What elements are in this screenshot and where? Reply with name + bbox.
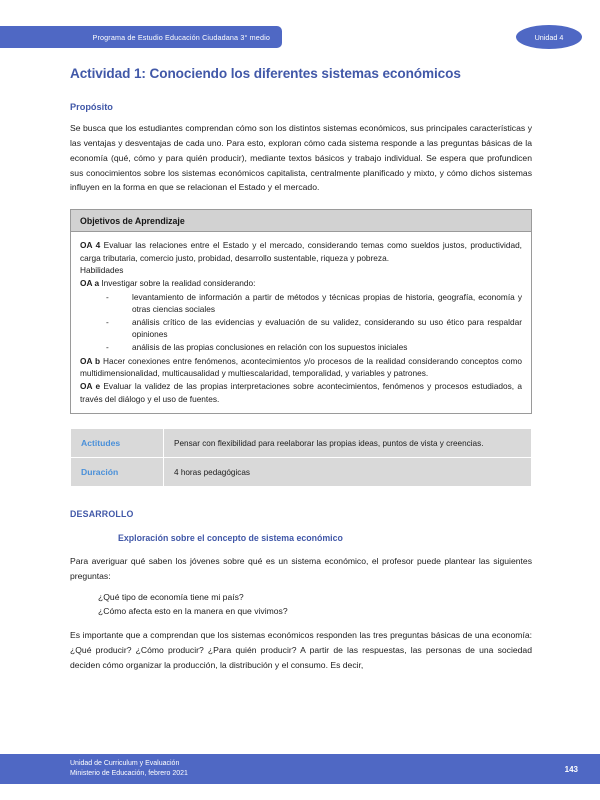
oae-code: OA e (80, 380, 101, 391)
page-header (0, 26, 600, 48)
oaa-bullet-list (80, 291, 522, 354)
attributes-table (70, 428, 532, 487)
oab-row (80, 355, 522, 380)
attitudes-label: Actitudes (71, 429, 164, 458)
list-item-text: levantamiento de información a partir de métodos y técnicas propias de historia, geografía, economía y otras ciencias sociales (132, 291, 522, 315)
oab-code: OA b (80, 355, 101, 366)
development-intro: Para averiguar qué saben los jóvenes sobre qué es un sistema económico, el profesor puede plantear las siguientes preguntas: (70, 556, 532, 581)
purpose-heading: Propósito (70, 102, 113, 113)
oa4-row (80, 239, 522, 264)
oa4-text: Evaluar las relaciones entre el Estado y el mercado, considerando temas como sueldos justos, productividad, carga tributaria, comercio justo, probidad, desarrollo sustentable, riqueza y pobreza. (80, 240, 522, 263)
duration-value: 4 horas pedagógicas (164, 458, 532, 487)
page-footer (0, 754, 600, 784)
document-content (70, 66, 532, 679)
habilidades-label: Habilidades (80, 265, 124, 276)
oaa-row (80, 277, 522, 290)
duration-label: Duración (71, 458, 164, 487)
list-item-text: análisis de las propias conclusiones en relación con los supuestos iniciales (132, 342, 408, 353)
question-item: ¿Qué tipo de economía tiene mi país? (98, 591, 244, 602)
table-row (71, 458, 532, 487)
oae-text: Evaluar la validez de las propias interpretaciones sobre acontecimientos, fenómenos y procesos estudiados, a través del diálogo y el uso de fuentes. (80, 380, 522, 404)
development-closing: Es importante que a comprendan que los sistemas económicos responden las tres preguntas básicas de una economía: ¿Qué producir? ¿Cómo producir? ¿Para quién producir? A partir de las respuestas, las personas de una sociedad deciden cómo organizar la producción, la distribución y el consumo. Es decir, (70, 630, 532, 670)
spacer (70, 619, 532, 628)
footer-text (70, 759, 565, 780)
learning-objectives-body (71, 232, 531, 413)
attitudes-value: Pensar con flexibilidad para reelaborar las propias ideas, puntos de vista y creencias. (164, 429, 532, 458)
learning-objectives-table (70, 209, 532, 414)
oab-text: Hacer conexiones entre fenómenos, acontecimientos y/o procesos de la realidad considerando conceptos como multidimensionalidad, multicausalidad y multiescalaridad, temporalidad, y variables y patrones. (80, 355, 522, 379)
oae-row (80, 380, 522, 405)
footer-line-2: Ministerio de Educación, febrero 2021 (70, 770, 188, 777)
oaa-text: Investigar sobre la realidad considerando: (99, 278, 256, 289)
unit-badge (516, 25, 582, 49)
purpose-paragraph: Se busca que los estudiantes comprendan cómo son los distintos sistemas económicos, sus principales características y las ventajas y desventajas de cada uno. Para esto, exploran cómo cada sistema responde a las preguntas básicas de la economía (qué, cómo y para quién producir), mediante textos básicos y trabajo individual. Se espera que profundicen sus conocimientos sobre los sistemas económicos capitalista, centralmente planificado y mixto, y cómo dichos sistemas influyen en la forma en que se relacionan el Estado y el mercado. (70, 123, 532, 193)
question-item: ¿Cómo afecta esto en la manera en que vivimos? (98, 606, 288, 617)
oa4-code: OA 4 (80, 240, 101, 251)
list-item (106, 291, 522, 316)
bullet-dash-icon: - (106, 291, 109, 302)
list-item-text: análisis crítico de las evidencias y evaluación de su validez, considerando su uso ético para respaldar opiniones (132, 316, 522, 340)
development-heading: DESARROLLO (70, 509, 134, 520)
table-row (71, 429, 532, 458)
footer-line-1: Unidad de Curriculum y Evaluación (70, 759, 180, 767)
page-title: Actividad 1: Conociendo los diferentes sistemas económicos (70, 66, 461, 81)
unit-label: Unidad 4 (534, 32, 564, 42)
oaa-code: OA a (80, 278, 100, 289)
program-label: Programa de Estudio Educación Ciudadana 3° medio (92, 32, 270, 42)
list-item (106, 316, 522, 341)
page-number: 143 (564, 764, 578, 774)
exploration-subheading: Exploración sobre el concepto de sistema económico (118, 533, 343, 544)
list-item (106, 341, 522, 354)
program-banner (0, 26, 282, 48)
learning-objectives-heading: Objetivos de Aprendizaje (71, 210, 531, 232)
bullet-dash-icon: - (106, 316, 109, 327)
bullet-dash-icon: - (106, 342, 109, 353)
